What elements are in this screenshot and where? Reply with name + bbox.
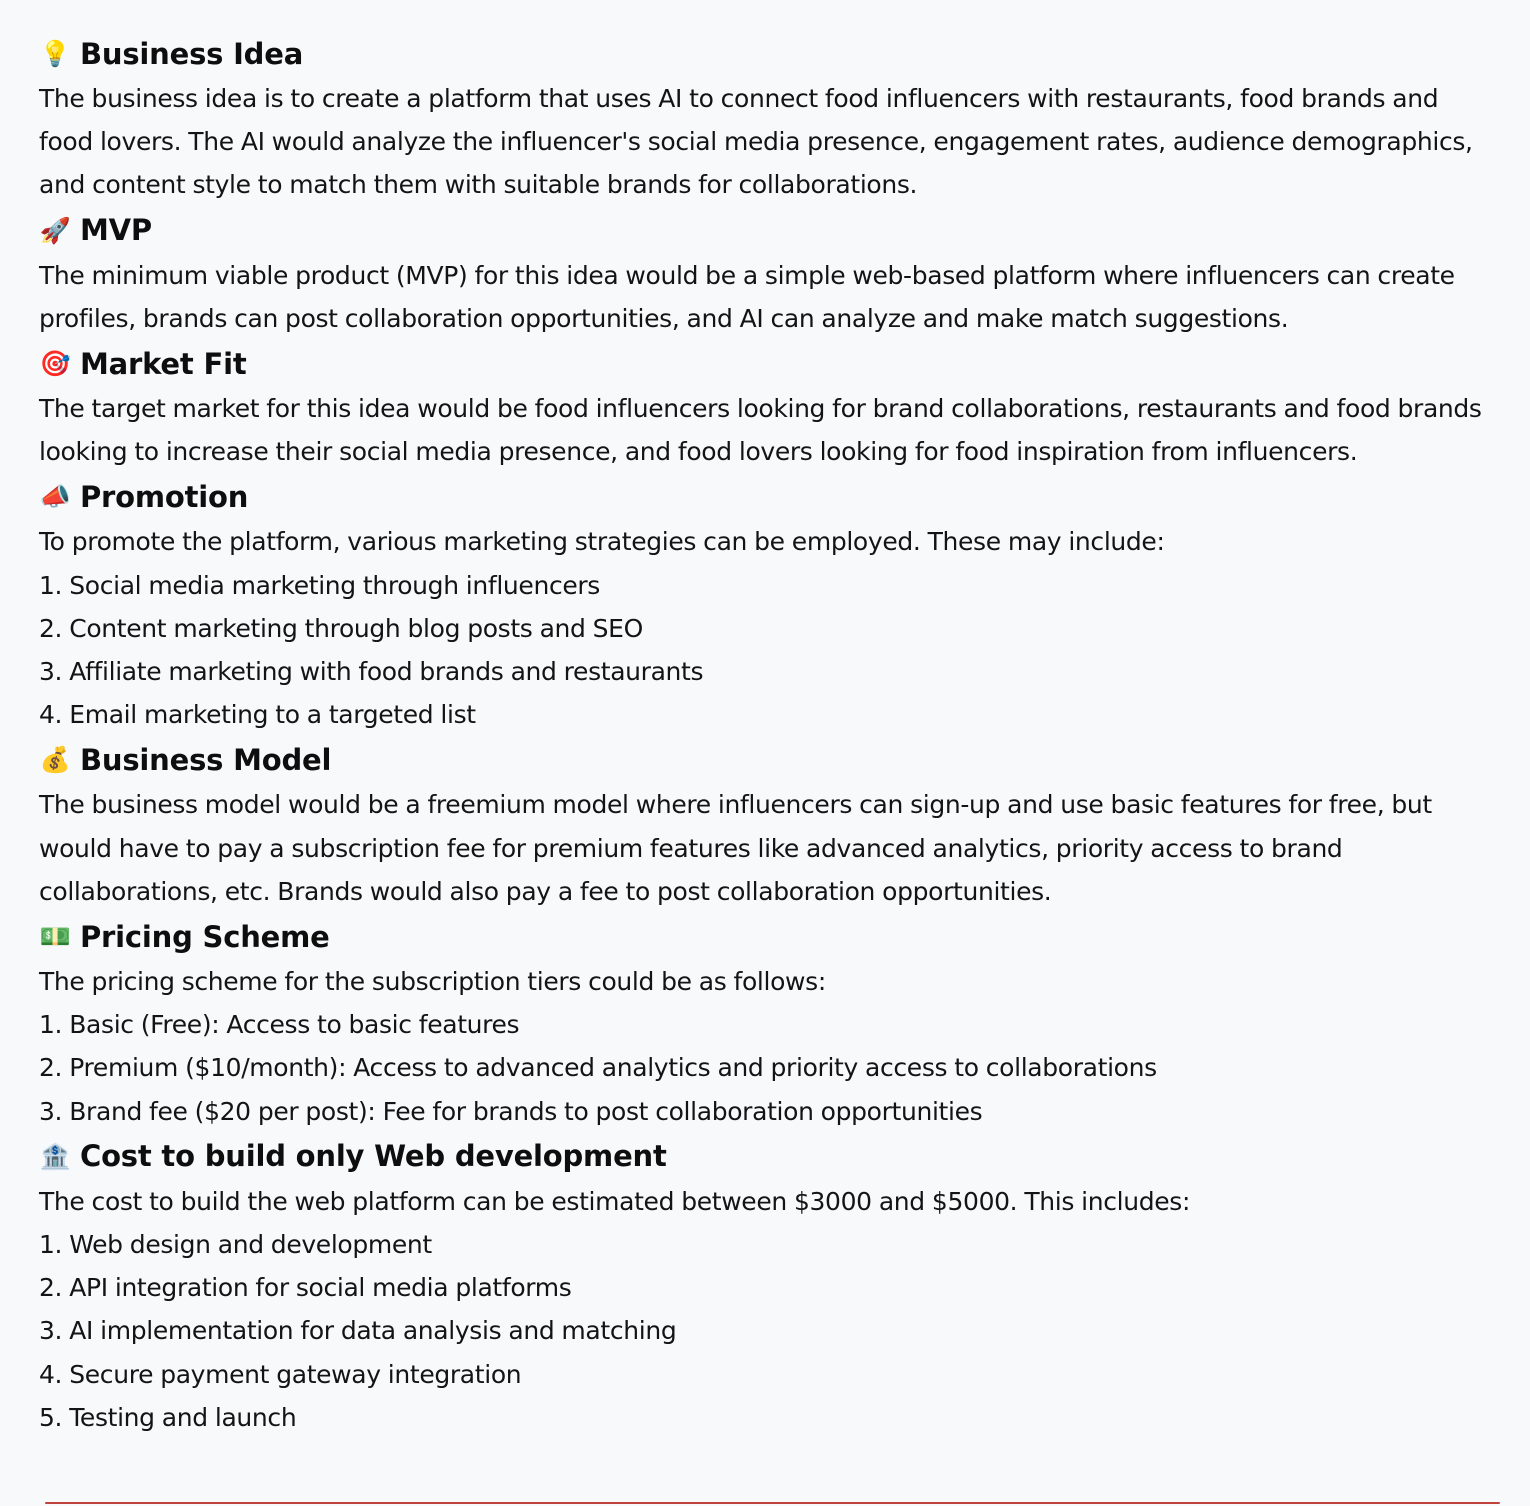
section-heading bbox=[39, 1133, 1499, 1180]
list-item: 5. Testing and launch bbox=[39, 1402, 297, 1432]
light-bulb-icon: 💡 bbox=[39, 39, 71, 68]
section-heading bbox=[39, 30, 1499, 77]
list-item: 4. Email marketing to a targeted list bbox=[39, 700, 476, 730]
section-title: Business Model bbox=[80, 742, 332, 777]
section-heading bbox=[39, 736, 1499, 783]
section-paragraph: The business idea is to create a platform that uses AI to connect food influencers with restaurants, food brands and food lovers. The AI would analyze the influencer's social media presence, engagement rates, audience demographics, and content style to match them with suitable brands for collaborations. bbox=[39, 84, 1473, 200]
list-item: 4. Secure payment gateway integration bbox=[39, 1359, 522, 1389]
list-item: 1. Basic (Free): Access to basic features bbox=[39, 1010, 520, 1040]
list-item: 1. Web design and development bbox=[39, 1230, 432, 1260]
section-promotion bbox=[39, 473, 1499, 736]
section-title: Pricing Scheme bbox=[80, 919, 330, 954]
direct-hit-target-icon: 🎯 bbox=[39, 349, 71, 379]
list-item: 3. AI implementation for data analysis and matching bbox=[39, 1316, 677, 1346]
rocket-icon: 🚀 bbox=[39, 215, 71, 245]
section-title: Market Fit bbox=[80, 346, 247, 381]
section-paragraph: The minimum viable product (MVP) for this idea would be a simple web-based platform where influencers can create profiles, brands can post collaboration opportunities, and AI can analyze and make match suggestions. bbox=[39, 260, 1455, 333]
section-heading bbox=[39, 473, 1499, 520]
business-plan-document bbox=[39, 30, 1499, 1439]
section-pricing-scheme bbox=[39, 913, 1499, 1133]
list-item: 3. Brand fee ($20 per post): Fee for brands to post collaboration opportunities bbox=[39, 1096, 983, 1126]
megaphone-icon: 📣 bbox=[39, 482, 71, 512]
list-item: 2. Premium ($10/month): Access to advanced analytics and priority access to collaborations bbox=[39, 1053, 1157, 1083]
bottom-divider bbox=[45, 1502, 1500, 1504]
list-item: 1. Social media marketing through influencers bbox=[39, 570, 600, 600]
section-mvp bbox=[39, 207, 1499, 340]
bank-icon: 🏦 bbox=[39, 1141, 71, 1171]
section-paragraph: The business model would be a freemium model where influencers can sign-up and use basic features for free, but would have to pay a subscription fee for premium features like advanced analytics, priority access to brand collaborations, etc. Brands would also pay a fee to post collaboration opportunities. bbox=[39, 790, 1432, 906]
section-title: MVP bbox=[80, 213, 152, 248]
section-paragraph: The cost to build the web platform can be estimated between $3000 and $5000. This includes: bbox=[39, 1186, 1191, 1216]
numbered-list bbox=[39, 1003, 1499, 1133]
section-cost-to-build bbox=[39, 1133, 1499, 1439]
section-paragraph: To promote the platform, various marketing strategies can be employed. These may include: bbox=[39, 527, 1165, 557]
section-title: Promotion bbox=[80, 479, 249, 514]
section-title: Cost to build only Web development bbox=[80, 1139, 667, 1174]
dollar-banknote-icon: 💵 bbox=[39, 922, 71, 952]
section-heading bbox=[39, 207, 1499, 254]
section-business-model bbox=[39, 736, 1499, 913]
numbered-list bbox=[39, 1223, 1499, 1439]
section-heading bbox=[39, 913, 1499, 960]
section-title: Business Idea bbox=[80, 36, 304, 71]
money-bag-icon: 💰 bbox=[39, 745, 71, 775]
numbered-list bbox=[39, 564, 1499, 737]
section-business-idea bbox=[39, 30, 1499, 207]
section-heading bbox=[39, 340, 1499, 387]
section-market-fit bbox=[39, 340, 1499, 473]
section-paragraph: The target market for this idea would be food influencers looking for brand collaborations, restaurants and food brands looking to increase their social media presence, and food lovers looking for food inspiration from influencers. bbox=[39, 394, 1482, 467]
list-item: 3. Affiliate marketing with food brands and restaurants bbox=[39, 657, 704, 687]
list-item: 2. API integration for social media platforms bbox=[39, 1273, 572, 1303]
section-paragraph: The pricing scheme for the subscription tiers could be as follows: bbox=[39, 967, 826, 997]
list-item: 2. Content marketing through blog posts and SEO bbox=[39, 613, 643, 643]
